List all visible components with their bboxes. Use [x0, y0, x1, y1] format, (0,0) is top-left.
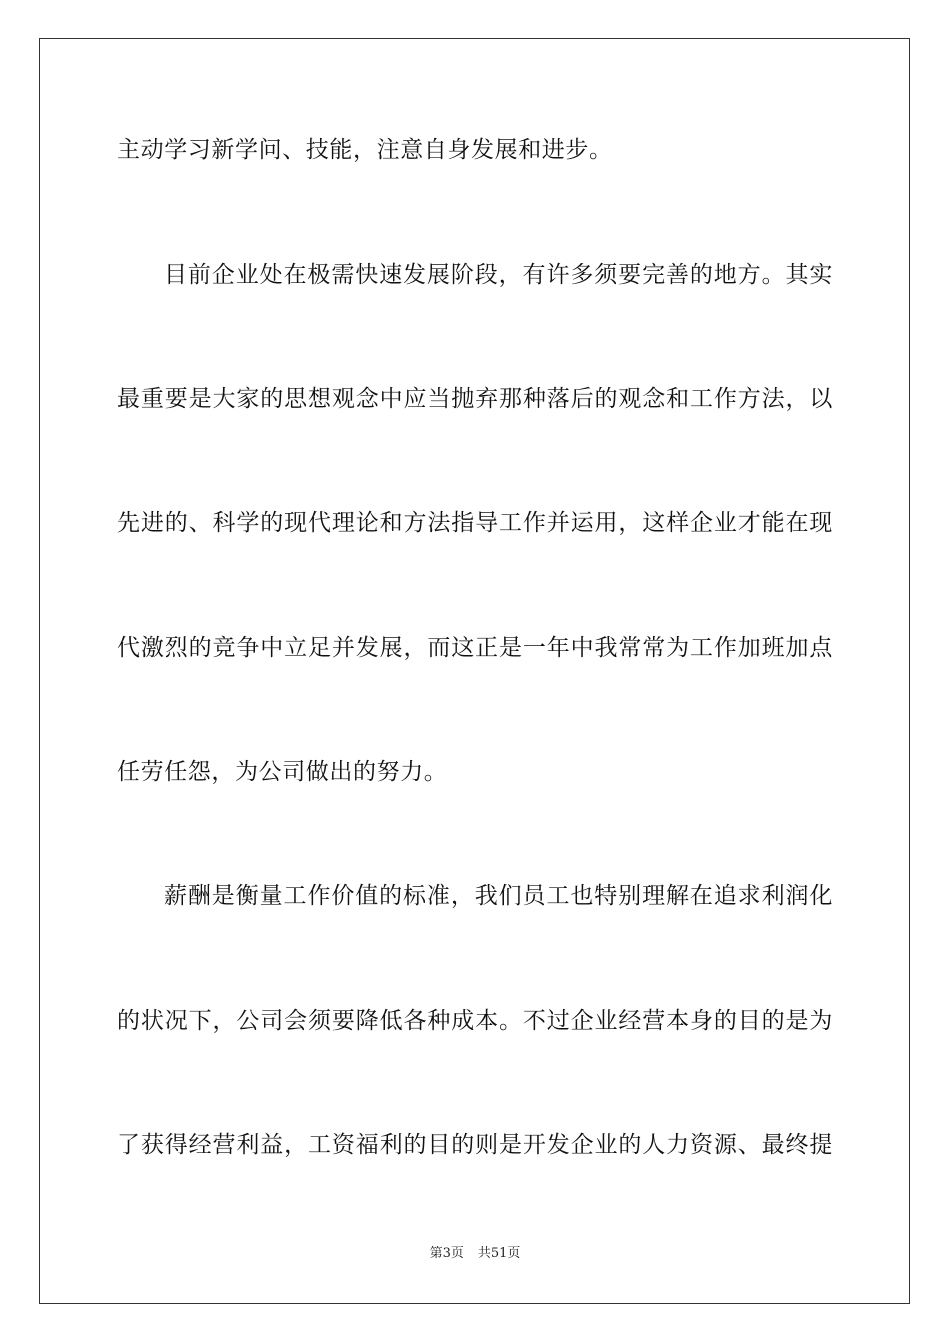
page-number: 第3页: [429, 1246, 464, 1261]
text-line-7: 薪酬是衡量工作价值的标准，我们员工也特别理解在追求利润化: [164, 883, 833, 909]
text-line-1: 主动学习新学问、技能，注意自身发展和进步。: [117, 137, 613, 163]
text-line-5: 代激烈的竞争中立足并发展，而这正是一年中我常常为工作加班加点: [117, 635, 833, 661]
text-line-6: 任劳任怨，为公司做出的努力。: [117, 759, 448, 785]
text-line-3: 最重要是大家的思想观念中应当抛弃那种落后的观念和工作方法，以: [117, 386, 833, 412]
page-border: [39, 38, 910, 1304]
page-total: 共51页: [477, 1246, 521, 1261]
text-line-2: 目前企业处在极需快速发展阶段，有许多须要完善的地方。其实: [164, 262, 833, 288]
text-line-8: 的状况下，公司会须要降低各种成本。不过企业经营本身的目的是为: [117, 1008, 833, 1034]
page-footer: [0, 1245, 950, 1263]
text-line-4: 先进的、科学的现代理论和方法指导工作并运用，这样企业才能在现: [117, 510, 833, 536]
text-line-9: 了获得经营利益，工资福利的目的则是开发企业的人力资源、最终提: [117, 1132, 833, 1158]
